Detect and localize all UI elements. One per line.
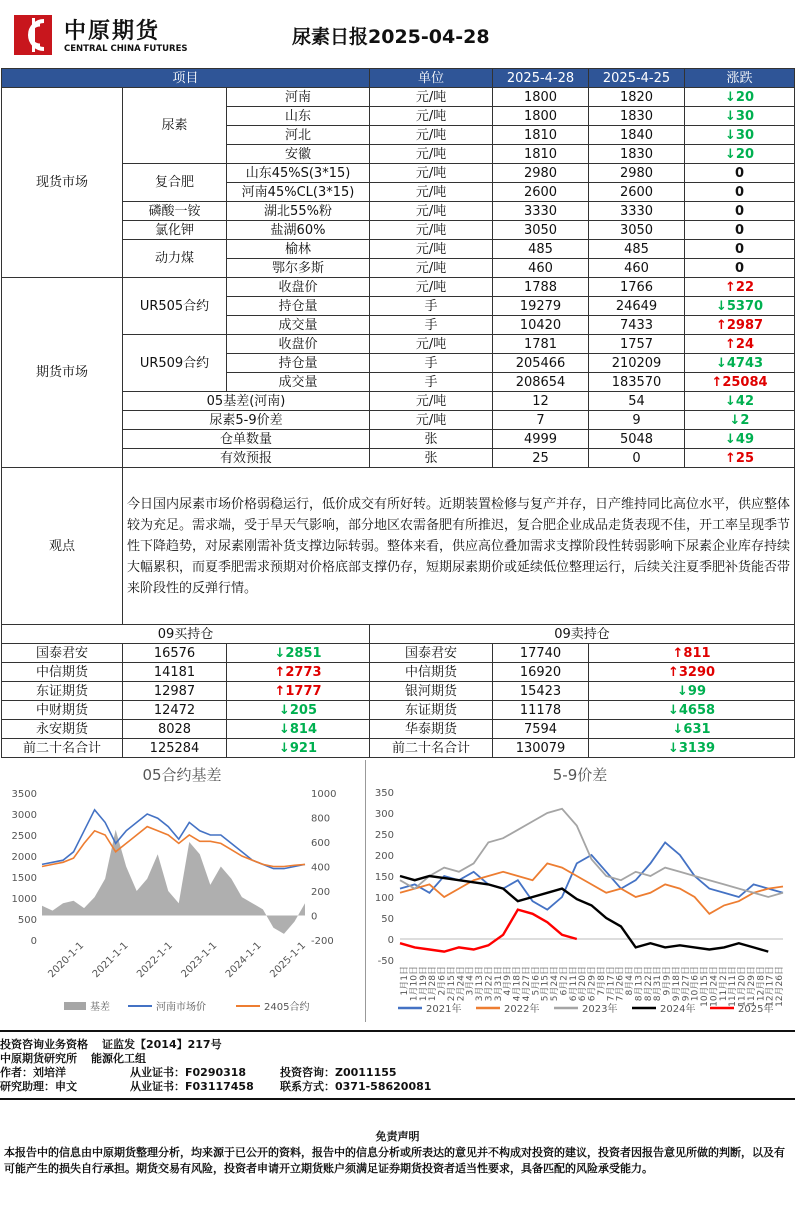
col-date1: 2025-4-28 [493,69,589,88]
x-tick-label: 12月17日 [765,966,776,1007]
x-tick-label: 10月15日 [700,966,710,1007]
report-header [0,0,795,68]
table-row: 安徽 元/吨 1810 1830 ↓20 [2,145,795,164]
table-row: 河北 元/吨 1810 1840 ↓30 [2,126,795,145]
x-tick-label: 5月6日 [531,966,542,996]
x-tick-label: 6月2日 [559,966,570,996]
legend-label: 2405合约 [264,1002,310,1013]
x-tick-label: 8月31日 [653,966,664,1002]
x-tick-label: 1月1日 [400,966,410,996]
y-tick-label: 1000 [11,894,37,905]
section-spot: 现货市场 [2,88,123,278]
x-tick-label: 5月24日 [550,966,560,1002]
view-text: 今日国内尿素市场价格弱稳运行，低价成交有所好转。近期装置检修与复产并存，日产维持同比高位水平，供应整体较为充足。需求端，受于旱天气影响，部分地区农需备肥有所推迟，复合肥企业成品走货表现不佳，开工率呈现季节性下降趋势，对尿素刚需补货支撑边际转弱。整体来看，供应高位叠加需求支撑阶段性转弱影响下尿素企业库存持续大幅累积，而夏季肥需求预期对价格底部支撑仍存，短期尿素期价或延续低位整理运行，后续关注夏季肥补货能否带来阶段性的反弹行情。 [123,468,795,625]
table-row: 成交量 手 208654 183570 ↑25084 [2,373,795,392]
table-row: 动力煤 榆林 元/吨 485 485 0 [2,240,795,259]
table-row: 山东 元/吨 1800 1830 ↓30 [2,107,795,126]
x-tick-label: 6月11日 [568,966,579,1002]
y2-tick-label: 1000 [311,789,337,800]
x-tick-label: 9月9日 [662,966,673,996]
basis-chart [0,760,365,1022]
group-thermal-coal: 动力煤 [123,240,227,278]
y-tick-label: 1500 [11,873,37,884]
legend-swatch [64,1002,86,1010]
y2-tick-label: 200 [311,887,331,898]
y-tick-label: 2000 [11,852,37,863]
x-tick-label: 8月4日 [625,966,635,996]
x-tick-label: 11月20日 [737,966,748,1007]
market-table [1,68,795,625]
x-tick-label: 3月13日 [475,966,485,1002]
x-tick-label: 1月28日 [428,966,439,1002]
x-tick-label: 11月2日 [718,966,729,1002]
x-tick-label: 2月6日 [437,966,448,996]
x-tick-label: 1月19日 [418,966,429,1002]
legend-label: 2024年 [660,1004,696,1015]
y-tick-label: 200 [374,851,394,862]
table-row: 仓单数量 张 4999 5048 ↓49 [2,430,795,449]
chart-title: 5-9价差 [552,766,608,784]
y-tick-label: 3500 [11,789,37,800]
disclaimer-text: 本报告中的信息由中原期货整理分析，均来源于已公开的资料，报告中的信息分析或所表达的意见并不构成对投资的建议，投资者因报告意见所做的判断，以及有可能产生的损失自行承担。期货交易有风险，投资者申请开立期货账户须满足证券期货投资者适当性要求，具备匹配的风险承受能力。 [4,1146,785,1175]
y-tick-label: -50 [377,956,394,967]
legend-label: 2025年 [738,1004,774,1015]
footer-rule [0,1030,795,1032]
y-tick-label: 150 [374,872,394,883]
x-tick-label: 7月8日 [596,966,607,996]
y2-tick-label: 400 [311,862,331,874]
sell-title: 09卖持仓 [370,625,795,644]
position-row: 前二十名合计 125284 ↓921 前二十名合计 130079 ↓3139 [2,739,795,758]
table-row: 05基差(河南) 元/吨 12 54 ↓42 [2,392,795,411]
x-tick-label: 6月29日 [587,966,598,1002]
report-title: 尿素日报2025-04-28 [292,26,490,48]
group-map: 磷酸一铵 [123,202,227,221]
logo-text-en: CENTRAL CHINA FUTURES [64,44,188,54]
x-tick-label: 8月22日 [643,966,654,1002]
disclaimer-title: 免责声明 [375,1130,420,1143]
x-tick-label: 1月10日 [409,966,420,1002]
col-change: 涨跌 [685,69,795,88]
x-tick-label: 10月24日 [709,966,720,1007]
x-tick-label: 3月22日 [484,966,495,1002]
table-row: 河南45%CL(3*15) 元/吨 2600 2600 0 [2,183,795,202]
table-row: 复合肥 山东45%S(3*15) 元/吨 2980 2980 0 [2,164,795,183]
chart-title: 05合约基差 [142,766,222,784]
position-row: 国泰君安 16576 ↓2851 国泰君安 17740 ↑811 [2,644,795,663]
col-date2: 2025-4-25 [589,69,685,88]
footer-rule-2 [0,1098,795,1100]
legend-label: 2022年 [504,1004,540,1015]
y-tick-label: 2500 [11,831,37,842]
x-tick-label: 12月8日 [756,966,767,1002]
group-ur509: UR509合约 [123,335,227,392]
table-row: 有效预报 张 25 0 ↑25 [2,449,795,468]
y-tick-label: 500 [17,915,37,926]
x-tick-label: 2021-1-1 [90,940,131,981]
legend-label: 2021年 [426,1004,462,1015]
table-row: 现货市场 尿素 河南 元/吨 1800 1820 ↓20 [2,88,795,107]
x-tick-label: 9月18日 [671,966,682,1002]
y2-tick-label: 600 [311,838,331,849]
x-tick-label: 2月24日 [456,966,467,1002]
group-potash: 氯化钾 [123,221,227,240]
positions-title-row [2,625,795,644]
y2-tick-label: 0 [311,911,318,923]
table-row: 期货市场 UR505合约 收盘价 元/吨 1788 1766 ↑22 [2,278,795,297]
series-line-2021年 [400,842,783,909]
x-tick-label: 3月4日 [465,966,476,996]
x-tick-label: 2024-1-1 [223,940,264,981]
x-tick-label: 4月27日 [521,966,532,1002]
chart-divider [365,760,366,1022]
logo-emblem [14,15,52,55]
y-tick-label: 50 [381,914,394,925]
x-tick-label: 11月11日 [728,966,739,1007]
x-tick-label: 9月27日 [681,966,692,1002]
positions-table [1,624,795,758]
x-tick-label: 2023-1-1 [179,940,220,981]
legend-label: 基差 [90,1002,110,1013]
x-tick-label: 5月15日 [540,966,551,1002]
x-tick-label: 12月26日 [775,966,785,1007]
position-row: 中信期货 14181 ↑2773 中信期货 16920 ↑3290 [2,663,795,682]
y-tick-label: 350 [374,788,394,799]
view-row [2,468,795,625]
y2-tick-label: 800 [311,813,331,825]
table-header-row [2,69,795,88]
table-row: 氯化钾 盐湖60% 元/吨 3050 3050 0 [2,221,795,240]
position-row: 东证期货 12987 ↑1777 银河期货 15423 ↓99 [2,682,795,701]
legend-label: 2023年 [582,1004,618,1015]
x-tick-label: 4月9日 [503,966,514,996]
x-tick-label: 8月13日 [634,966,645,1002]
y-tick-label: 0 [387,935,394,946]
group-compound-fertilizer: 复合肥 [123,164,227,202]
legend-label: 河南市场价 [156,1002,206,1013]
position-row: 中财期货 12472 ↓205 东证期货 11178 ↓4658 [2,701,795,720]
x-tick-label: 2020-1-1 [46,940,87,981]
x-tick-label: 7月17日 [606,966,617,1002]
group-urea: 尿素 [123,88,227,164]
series-line-2025年 [400,910,577,952]
buy-title: 09买持仓 [2,625,370,644]
y-tick-label: 300 [374,809,394,820]
logo-text-cn: 中原期货 [64,19,161,44]
table-row: 鄂尔多斯 元/吨 460 460 0 [2,259,795,278]
series-basis-area [42,830,305,934]
y-tick-label: 250 [374,830,394,841]
x-tick-label: 7月26日 [615,966,626,1002]
disclaimer [0,1129,795,1177]
group-ur505: UR505合约 [123,278,227,335]
footer: 投资咨询业务资格 证监发【2014】217号 中原期货研究所 能源化工组 作者：刘培洋 从业证书：F0290318 投资咨询：Z0011155 研究助理：申文 从业证书：F03117458 联系方式：0371-58620081 [0,1038,432,1093]
table-row: UR509合约 收盘价 元/吨 1781 1757 ↑24 [2,335,795,354]
x-tick-label: 2月15日 [446,966,457,1002]
table-row: 尿素5-9价差 元/吨 7 9 ↓2 [2,411,795,430]
x-tick-label: 11月29日 [746,966,757,1007]
col-item: 项目 [2,69,370,88]
position-row: 永安期货 8028 ↓814 华泰期货 7594 ↓631 [2,720,795,739]
y-tick-label: 0 [30,936,37,947]
y-tick-label: 3000 [11,810,37,821]
y2-tick-label: -200 [311,936,334,947]
x-tick-label: 3月31日 [493,966,504,1002]
spread-chart [368,760,793,1022]
col-unit: 单位 [370,69,493,88]
x-tick-label: 2022-1-1 [135,940,175,981]
x-tick-label: 6月20日 [578,966,589,1002]
y-tick-label: 100 [374,893,394,904]
section-futures: 期货市场 [2,278,123,468]
series-line-2024年 [400,876,768,952]
table-row: 成交量 手 10420 7433 ↑2987 [2,316,795,335]
table-row: 磷酸一铵 湖北55%粉 元/吨 3330 3330 0 [2,202,795,221]
x-tick-label: 4月18日 [512,966,523,1002]
table-row: 持仓量 手 19279 24649 ↓5370 [2,297,795,316]
x-tick-label: 2025-1-1 [268,940,309,981]
x-tick-label: 10月6日 [690,966,701,1002]
view-label: 观点 [2,468,123,625]
table-row: 持仓量 手 205466 210209 ↓4743 [2,354,795,373]
